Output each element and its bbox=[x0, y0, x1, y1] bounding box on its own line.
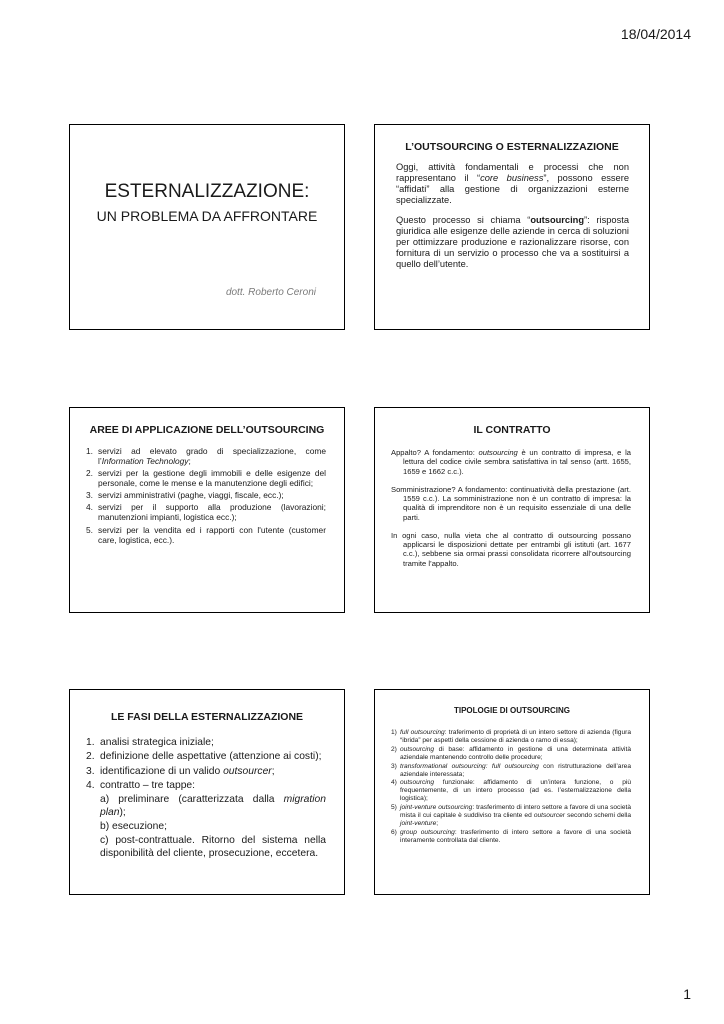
slide-title bbox=[69, 124, 345, 330]
slide-heading: AREE DI APPLICAZIONE DELL’OUTSOURCING bbox=[89, 424, 325, 436]
list-item: 4. contratto – tre tappe: bbox=[86, 780, 196, 792]
list-item: 3) transformational outsourcing: full outsourcing con ristrutturazione dell’area aziendale interessata; bbox=[391, 762, 631, 778]
slide-heading: TIPOLOGIE DI OUTSOURCING bbox=[453, 706, 570, 715]
list-item: 1. servizi ad elevato grado di specializzazione, come l’Information Technology; bbox=[86, 446, 326, 467]
page-number: 1 bbox=[683, 986, 691, 1002]
slide-outsourcing-types bbox=[374, 689, 650, 895]
list-item: 2) outsourcing di base: affidamento in gestione di una determinata attività aziendale mantenendo controllo delle procedure; bbox=[391, 745, 631, 761]
slide-outsourcing-definition bbox=[374, 124, 650, 330]
paragraph: Appalto? A fondamento: outsourcing è un contratto di impresa, e la lettura del codice civile sembra satisfattiva in tal senso (artt. 1655, 1659 e 1662 c.c.). bbox=[391, 448, 631, 476]
slide-author: dott. Roberto Ceroni bbox=[225, 287, 316, 298]
list-item: 5. servizi per la vendita ed i rapporti con l'utente (customer care, logistica, ecc.). bbox=[86, 524, 326, 545]
numbered-list bbox=[391, 729, 631, 845]
slide-title-heading: ESTERNALIZZAZIONE: bbox=[104, 181, 310, 202]
numbered-list bbox=[86, 446, 326, 545]
slide-heading: L’OUTSOURCING O ESTERNALIZZAZIONE bbox=[405, 141, 619, 153]
list-item: 2. servizi per la gestione degli immobili e delle esigenze del personale, come le mense e la manutenzione degli edifici; bbox=[86, 468, 326, 489]
paragraph: Oggi, attività fondamentali e processi che non rappresentano il “core business”, possono essere “affidati” alla gestione di organizzazioni esterne specializzate. bbox=[396, 162, 629, 205]
slide-heading: LE FASI DELLA ESTERNALIZZAZIONE bbox=[110, 711, 304, 723]
slide-heading: IL CONTRATTO bbox=[473, 424, 551, 436]
list-item: 4) outsourcing funzionale: affidamento di un’intera funzione, o più frequentemente, di un intero processo (ad es. l’esternalizzazione della logistica); bbox=[391, 779, 631, 803]
list-item: 3. identificazione di un valido outsourcer; bbox=[86, 765, 275, 777]
slide-contract bbox=[374, 407, 650, 613]
paragraph: In ogni caso, nulla vieta che al contratto di outsourcing possano applicarsi le disposizioni dettate per entrambi gli istituti (art. 1677 c.c.), sebbene sia ormai prassi consolidata ricorrere all’outsourcing tramite l’appalto. bbox=[391, 530, 631, 568]
header-date: 18/04/2014 bbox=[620, 26, 691, 42]
sub-item: b) esecuzione; bbox=[100, 821, 167, 833]
list-item: 4. servizi per il supporto alla produzione (lavorazioni; manutenzioni impianti, logistica ecc.); bbox=[86, 502, 326, 523]
list-item: 5) joint-venture outsourcing: trasferimento di intero settore a favore di una società mista il cui capitale è suddiviso tra cliente ed outsourcer secondo schemi della joint-venture; bbox=[391, 804, 631, 827]
slide-phases bbox=[69, 689, 345, 895]
paragraph: Questo processo si chiama “outsourcing”: risposta giuridica alle esigenze delle aziende in cerca di soluzioni per ottimizzare produzione e razionalizzare risorse, con fornitura di un servizio o processo che va a sostituirsi a quello dell’utente. bbox=[396, 214, 629, 269]
list-item: 3. servizi amministrativi (paghe, viaggi, fiscale, ecc.); bbox=[86, 490, 284, 501]
sub-item: a) preliminare (caratterizzata dalla migration plan); bbox=[100, 794, 326, 818]
slide-title-subheading: UN PROBLEMA DA AFFRONTARE bbox=[96, 208, 318, 224]
sub-item: c) post-contrattuale. Ritorno del sistema nella disponibilità del cliente, prosecuzione, eccetera. bbox=[100, 835, 326, 859]
slide-application-areas bbox=[69, 407, 345, 613]
list-item: 2. definizione delle aspettative (attenzione ai costi); bbox=[86, 751, 322, 763]
list-item: 1) full outsourcing: traferimento di proprietà di un intero settore di azienda (figura “ibrida” per aspetti della cessione di azienda o ramo di essa); bbox=[391, 729, 631, 744]
list-item: 1. analisi strategica iniziale; bbox=[86, 737, 214, 748]
numbered-list bbox=[86, 737, 326, 860]
paragraph: Somministrazione? A fondamento: continuatività della prestazione (art. 1559 c.c.). La somministrazione non è un contratto di impresa: la qualità di imprenditore non è un requisito essenziale di una delle parti. bbox=[391, 484, 631, 522]
list-item: 6) group outsourcing: trasferimento di intero settore a favore di una società interamente controllata dal cliente. bbox=[391, 828, 631, 844]
